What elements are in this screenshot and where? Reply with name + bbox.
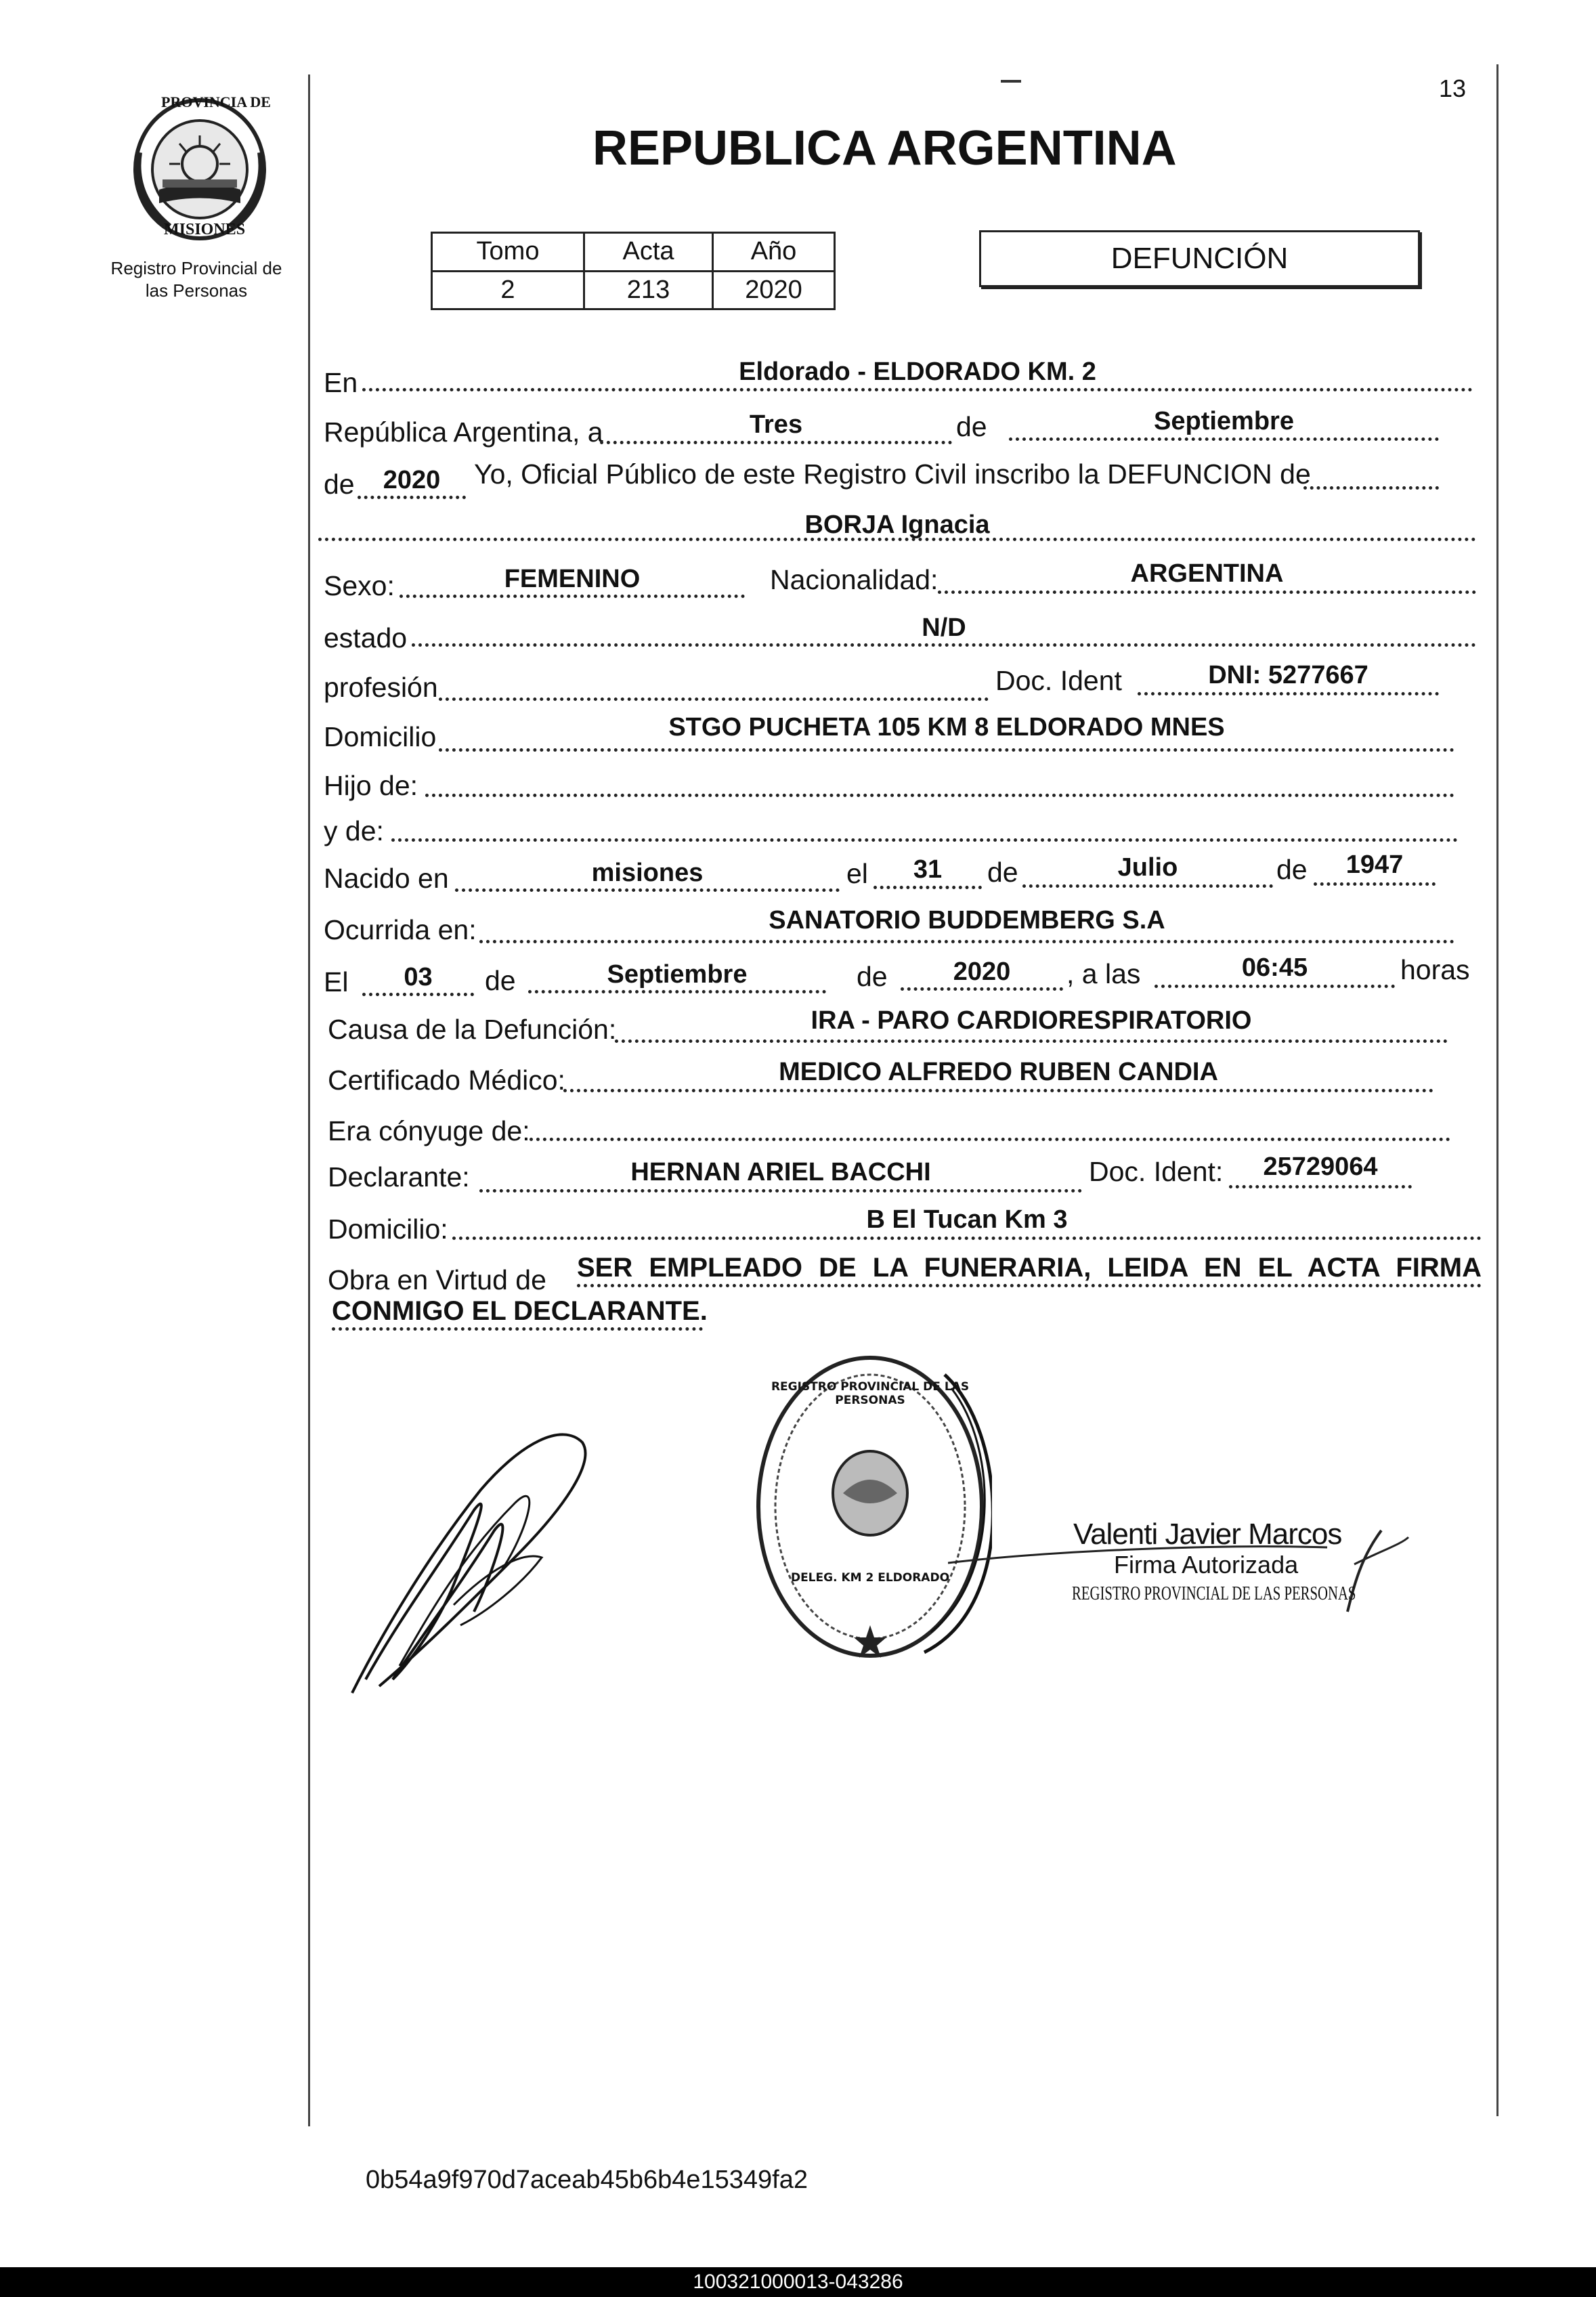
label-sexo: Sexo: [324, 570, 395, 601]
value-nac-dia: 31 [913, 855, 943, 884]
seal-text-bottom: DELEG. KM 2 ELDORADO [790, 1571, 950, 1585]
line-hijo-de [425, 794, 1454, 797]
label-conyuge: Era cónyuge de: [328, 1115, 530, 1146]
table-value-acta: 213 [584, 271, 713, 309]
line-def-anio [901, 987, 1063, 991]
record-type-box [979, 230, 1420, 287]
value-certificado: MEDICO ALFREDO RUBEN CANDIA [779, 1058, 1218, 1086]
label-hijo-de: Hijo de: [324, 770, 418, 801]
line-certificado [563, 1089, 1433, 1092]
line-lugar [362, 388, 1473, 391]
label-nacionalidad: Nacionalidad: [770, 564, 939, 595]
value-mes-texto: Septiembre [1154, 407, 1294, 435]
table-value-anio: 2020 [713, 271, 835, 309]
value-causa: IRA - PARO CARDIORESPIRATORIO [811, 1006, 1252, 1035]
record-table [431, 232, 836, 310]
label-domicilio: Domicilio [324, 721, 437, 752]
label-estado: estado [324, 622, 408, 653]
line-dia [600, 441, 952, 444]
line-declarante-domicilio [452, 1237, 1482, 1240]
line-declarante [479, 1189, 1082, 1193]
line-anio [358, 496, 466, 499]
line-yo-end [1303, 486, 1439, 490]
label-de-4: de [1276, 854, 1308, 885]
value-def-anio: 2020 [953, 958, 1011, 986]
label-yo: Yo, Oficial Público de este Registro Civil inscribo la DEFUNCION de [474, 458, 1311, 490]
label-domicilio-declarante: Domicilio: [328, 1214, 448, 1245]
line-sexo [400, 595, 745, 598]
label-a-las: , a las [1066, 958, 1141, 989]
value-dia-texto: Tres [749, 410, 803, 439]
label-profesion: profesión [324, 672, 438, 703]
line-def-dia [362, 993, 474, 996]
label-de-2: de [324, 469, 355, 500]
label-de-1: de [956, 411, 987, 442]
line-documento [1138, 692, 1439, 695]
value-declarante-domicilio: B El Tucan Km 3 [866, 1205, 1068, 1234]
line-nac-mes [1022, 884, 1273, 888]
value-domicilio: STGO PUCHETA 105 KM 8 ELDORADO MNES [668, 713, 1225, 742]
table-header-acta: Acta [584, 233, 713, 272]
signer-title: Firma Autorizada [1114, 1551, 1299, 1579]
agency-line-2: las Personas [145, 280, 248, 301]
label-y-de: y de: [324, 815, 384, 846]
signer-name: Valenti Javier Marcos [1073, 1518, 1342, 1551]
value-def-mes: Septiembre [607, 960, 748, 989]
label-certificado: Certificado Médico: [328, 1065, 565, 1096]
line-y-de [391, 838, 1458, 842]
label-de-6: de [857, 961, 888, 992]
line-obra-2 [332, 1327, 703, 1331]
value-obra-line1: SER EMPLEADO DE LA FUNERARIA, LEIDA EN EL ACTA FIRMA [577, 1253, 1482, 1283]
value-nac-anio: 1947 [1345, 851, 1404, 879]
seal-text-top: REGISTRO PROVINCIAL DE LAS PERSONAS [771, 1380, 970, 1407]
record-type: DEFUNCIÓN [1110, 242, 1289, 275]
line-def-mes [528, 990, 826, 993]
label-ocurrida-en: Ocurrida en: [324, 914, 477, 945]
page-number: 13 [1439, 74, 1467, 102]
signer-office: REGISTRO PROVINCIAL DE LAS PERSONAS [1072, 1583, 1356, 1604]
value-nacionalidad: ARGENTINA [1130, 559, 1284, 588]
line-conyuge [530, 1138, 1450, 1141]
declarant-signature [339, 1395, 609, 1706]
line-ocurrida-en [479, 940, 1454, 943]
line-nacionalidad [938, 591, 1476, 594]
province-emblem [122, 88, 278, 244]
value-anio: 2020 [383, 466, 441, 494]
line-declarante-doc [1229, 1185, 1412, 1188]
value-declarante-doc: 25729064 [1263, 1153, 1378, 1181]
value-nacido-en: misiones [591, 859, 704, 887]
label-doc-ident: Doc. Ident [995, 665, 1122, 696]
label-republica: República Argentina, a [324, 416, 603, 448]
footer-code: 100321000013-043286 [693, 2271, 903, 2293]
line-profesion [439, 697, 989, 701]
label-el: El [324, 966, 349, 997]
table-header-tomo: Tomo [432, 233, 584, 272]
value-ocurrida-en: SANATORIO BUDDEMBERG S.A [769, 906, 1165, 935]
label-declarante: Declarante: [328, 1161, 470, 1193]
left-margin-line [308, 74, 310, 2126]
footer-bar [0, 2267, 1596, 2297]
hash-code: 0b54a9f970d7aceab45b6b4e15349fa2 [366, 2166, 808, 2194]
value-def-dia: 03 [404, 963, 433, 991]
agency-name [81, 257, 311, 302]
value-estado: N/D [922, 614, 966, 642]
value-lugar: Eldorado - ELDORADO KM. 2 [739, 358, 1096, 386]
label-de-5: de [485, 965, 516, 996]
label-doc-ident-declarante: Doc. Ident: [1089, 1156, 1224, 1187]
line-def-hora [1155, 985, 1395, 988]
emblem-text-top: PROVINCIA DE [161, 93, 271, 110]
label-nacido-en: Nacido en [324, 863, 449, 894]
scan-mark [1001, 80, 1021, 83]
value-declarante: HERNAN ARIEL BACCHI [630, 1158, 931, 1186]
line-estado [412, 643, 1476, 647]
label-el-lower: el [846, 858, 868, 889]
line-mes [1009, 437, 1439, 441]
value-obra-line2: CONMIGO EL DECLARANTE. [332, 1296, 708, 1326]
value-documento: DNI: 5277667 [1208, 661, 1368, 689]
line-nac-dia [874, 886, 982, 889]
line-nacido-en [455, 888, 840, 892]
line-nac-anio [1314, 882, 1436, 886]
value-def-hora: 06:45 [1241, 953, 1308, 982]
emblem-text-bottom: MISIONES [164, 221, 246, 238]
line-obra-1 [577, 1284, 1482, 1287]
value-nombre: BORJA Ignacia [804, 511, 990, 539]
label-horas: horas [1400, 954, 1470, 985]
value-sexo: FEMENINO [504, 565, 641, 593]
label-causa: Causa de la Defunción: [328, 1014, 617, 1045]
value-nac-mes: Julio [1117, 853, 1178, 882]
line-domicilio [439, 748, 1454, 752]
right-margin-line [1496, 64, 1498, 2116]
page-title: REPUBLICA ARGENTINA [592, 121, 1177, 175]
label-de-3: de [987, 857, 1018, 888]
agency-line-1: Registro Provincial de [110, 258, 282, 278]
table-value-tomo: 2 [432, 271, 584, 309]
label-obra-en: Obra en Virtud de [328, 1264, 546, 1295]
label-en: En [324, 367, 358, 398]
table-header-anio: Año [713, 233, 835, 272]
line-causa [615, 1039, 1448, 1043]
